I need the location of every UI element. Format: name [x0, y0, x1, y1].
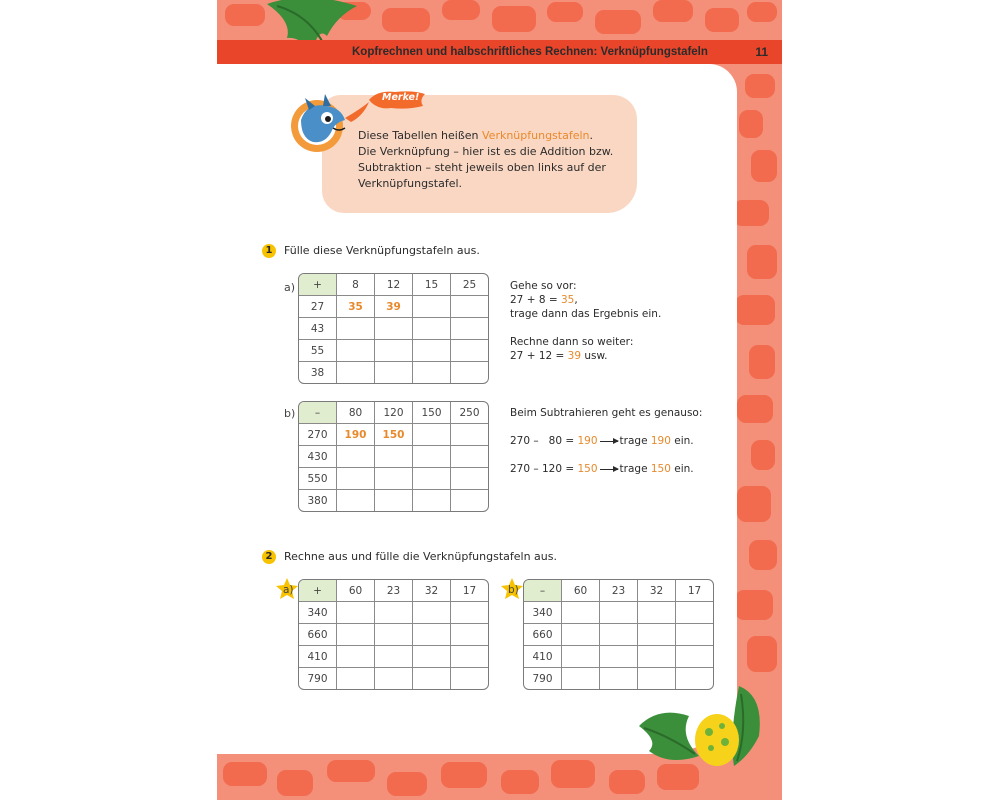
row-header: 340	[524, 602, 562, 624]
answer-cell[interactable]	[451, 468, 488, 490]
answer-cell[interactable]	[413, 296, 451, 318]
answer-cell[interactable]: 35	[337, 296, 375, 318]
answer-cell[interactable]	[413, 490, 451, 511]
task2-instruction: Rechne aus und fülle die Verknüpfungstafeln aus.	[284, 550, 558, 563]
answer-cell[interactable]	[413, 424, 451, 446]
merke-text	[358, 128, 628, 192]
explain-line: Beim Subtrahieren geht es genauso:	[510, 407, 703, 419]
operator-cell: –	[524, 580, 562, 602]
column-header: 32	[638, 580, 676, 602]
answer-cell[interactable]	[337, 318, 375, 340]
row-header: 430	[299, 446, 337, 468]
answer-cell[interactable]	[638, 646, 676, 668]
task-number-badge: 2	[262, 550, 276, 564]
answer-cell[interactable]	[451, 602, 488, 624]
answer-cell[interactable]	[337, 468, 375, 490]
answer-cell[interactable]	[375, 318, 413, 340]
explain-line: trage dann das Ergebnis ein.	[510, 308, 662, 320]
answer-cell[interactable]	[337, 362, 375, 383]
operator-cell: +	[299, 580, 337, 602]
verknuepfungstafel-1b	[298, 401, 489, 512]
answer-cell[interactable]	[451, 318, 488, 340]
answer-cell[interactable]	[451, 362, 488, 383]
explain-line: Gehe so vor:	[510, 280, 577, 292]
explain-result: 190	[650, 435, 671, 447]
explain-text: ein.	[670, 435, 694, 447]
column-header: 60	[562, 580, 600, 602]
column-header: 8	[337, 274, 375, 296]
answer-cell[interactable]	[375, 340, 413, 362]
answer-cell[interactable]	[337, 624, 375, 646]
merke-line1-end: .	[589, 129, 594, 142]
verknuepfungstafel-2b	[523, 579, 714, 690]
answer-cell[interactable]	[375, 624, 413, 646]
column-header: 25	[451, 274, 488, 296]
answer-cell[interactable]	[638, 624, 676, 646]
answer-cell[interactable]	[638, 602, 676, 624]
answer-cell[interactable]: 150	[375, 424, 413, 446]
row-header: 43	[299, 318, 337, 340]
answer-cell[interactable]	[451, 446, 488, 468]
answer-cell[interactable]	[413, 318, 451, 340]
row-header: 270	[299, 424, 337, 446]
task1a-explanation	[510, 279, 661, 363]
answer-cell[interactable]	[413, 362, 451, 383]
row-header: 660	[524, 624, 562, 646]
column-header: 12	[375, 274, 413, 296]
answer-cell[interactable]	[375, 646, 413, 668]
explain-equation: 27 + 8 =	[510, 294, 561, 306]
column-header: 23	[375, 580, 413, 602]
page-number: 11	[755, 45, 768, 59]
merke-line3: Subtraktion – steht jeweils oben links auf der	[358, 161, 606, 174]
answer-cell[interactable]	[413, 668, 451, 689]
workbook-page	[217, 0, 782, 800]
merke-highlight-term: Verknüpfungstafeln	[482, 129, 590, 142]
page-title: Kopfrechnen und halbschriftliches Rechnen: Verknüpfungstafeln	[352, 46, 708, 58]
answer-cell[interactable]	[413, 624, 451, 646]
row-header: 55	[299, 340, 337, 362]
answer-cell[interactable]	[337, 646, 375, 668]
answer-cell[interactable]	[413, 602, 451, 624]
column-header: 150	[413, 402, 451, 424]
column-header: 120	[375, 402, 413, 424]
leaf-and-egg-decoration	[629, 676, 779, 776]
answer-cell[interactable]	[451, 490, 488, 511]
row-header: 660	[299, 624, 337, 646]
row-header: 410	[299, 646, 337, 668]
column-header: 32	[413, 580, 451, 602]
explain-text: ein.	[670, 463, 694, 475]
answer-cell[interactable]	[676, 602, 713, 624]
row-header: 790	[299, 668, 337, 689]
row-header: 550	[299, 468, 337, 490]
answer-cell[interactable]	[676, 646, 713, 668]
column-header: 80	[337, 402, 375, 424]
column-header: 17	[451, 580, 488, 602]
answer-cell[interactable]	[562, 646, 600, 668]
row-header: 38	[299, 362, 337, 383]
header-bar	[217, 40, 782, 64]
answer-cell[interactable]	[337, 668, 375, 689]
explain-equation: 270 – 80 =	[510, 435, 578, 447]
task-number-badge: 1	[262, 244, 276, 258]
answer-cell[interactable]	[413, 340, 451, 362]
task1b-explanation	[510, 406, 702, 476]
column-header: 250	[451, 402, 488, 424]
answer-cell[interactable]	[375, 602, 413, 624]
answer-cell[interactable]	[337, 340, 375, 362]
arrow-right-icon	[600, 469, 618, 470]
answer-cell[interactable]	[375, 668, 413, 689]
explain-result: 35	[561, 294, 575, 306]
operator-cell: –	[299, 402, 337, 424]
answer-cell[interactable]	[562, 668, 600, 689]
explain-result: 150	[577, 463, 598, 475]
answer-cell[interactable]	[375, 468, 413, 490]
answer-cell[interactable]	[413, 446, 451, 468]
answer-cell[interactable]	[413, 468, 451, 490]
explain-punct: ,	[574, 294, 578, 306]
explain-suffix: usw.	[581, 350, 608, 362]
row-header: 380	[299, 490, 337, 511]
answer-cell[interactable]: 39	[375, 296, 413, 318]
operator-cell: +	[299, 274, 337, 296]
verknuepfungstafel-2a	[298, 579, 489, 690]
answer-cell[interactable]	[375, 362, 413, 383]
answer-cell[interactable]	[600, 602, 638, 624]
row-header: 27	[299, 296, 337, 318]
answer-cell[interactable]	[337, 490, 375, 511]
column-header: 60	[337, 580, 375, 602]
answer-cell[interactable]	[375, 446, 413, 468]
row-header: 410	[524, 646, 562, 668]
answer-cell[interactable]	[337, 602, 375, 624]
answer-cell[interactable]	[451, 646, 488, 668]
column-header: 23	[600, 580, 638, 602]
column-header: 17	[676, 580, 713, 602]
answer-cell[interactable]	[676, 624, 713, 646]
explain-line: Rechne dann so weiter:	[510, 336, 634, 348]
verknuepfungstafel-1a	[298, 273, 489, 384]
merke-line1-text: Diese Tabellen heißen	[358, 129, 482, 142]
explain-text: trage	[619, 435, 651, 447]
column-header: 15	[413, 274, 451, 296]
answer-cell[interactable]	[600, 624, 638, 646]
explain-equation: 27 + 12 =	[510, 350, 568, 362]
explain-result: 39	[567, 350, 582, 362]
answer-cell[interactable]	[451, 668, 488, 689]
answer-cell[interactable]	[375, 490, 413, 511]
answer-cell[interactable]	[413, 646, 451, 668]
task1a-label: a)	[284, 281, 296, 294]
explain-result: 190	[577, 435, 598, 447]
explain-result: 150	[650, 463, 671, 475]
answer-cell[interactable]	[562, 624, 600, 646]
answer-cell[interactable]: 190	[337, 424, 375, 446]
answer-cell[interactable]	[600, 646, 638, 668]
task1-instruction: Fülle diese Verknüpfungstafeln aus.	[284, 244, 480, 257]
task1b-label: b)	[284, 407, 296, 420]
task2b-label: b)	[508, 584, 519, 596]
answer-cell[interactable]	[451, 424, 488, 446]
task2a-label: a)	[283, 584, 294, 596]
merke-line2: Die Verknüpfung – hier ist es die Addition bzw.	[358, 145, 614, 158]
answer-cell[interactable]	[451, 624, 488, 646]
answer-cell[interactable]	[451, 296, 488, 318]
arrow-right-icon	[600, 441, 618, 442]
merke-tag-label: Merke!	[382, 92, 420, 103]
explain-text: trage	[619, 463, 651, 475]
answer-cell[interactable]	[451, 340, 488, 362]
row-header: 340	[299, 602, 337, 624]
answer-cell[interactable]	[337, 446, 375, 468]
answer-cell[interactable]	[562, 602, 600, 624]
merke-line4: Verknüpfungstafel.	[358, 177, 463, 190]
explain-equation: 270 – 120 =	[510, 463, 578, 475]
row-header: 790	[524, 668, 562, 689]
